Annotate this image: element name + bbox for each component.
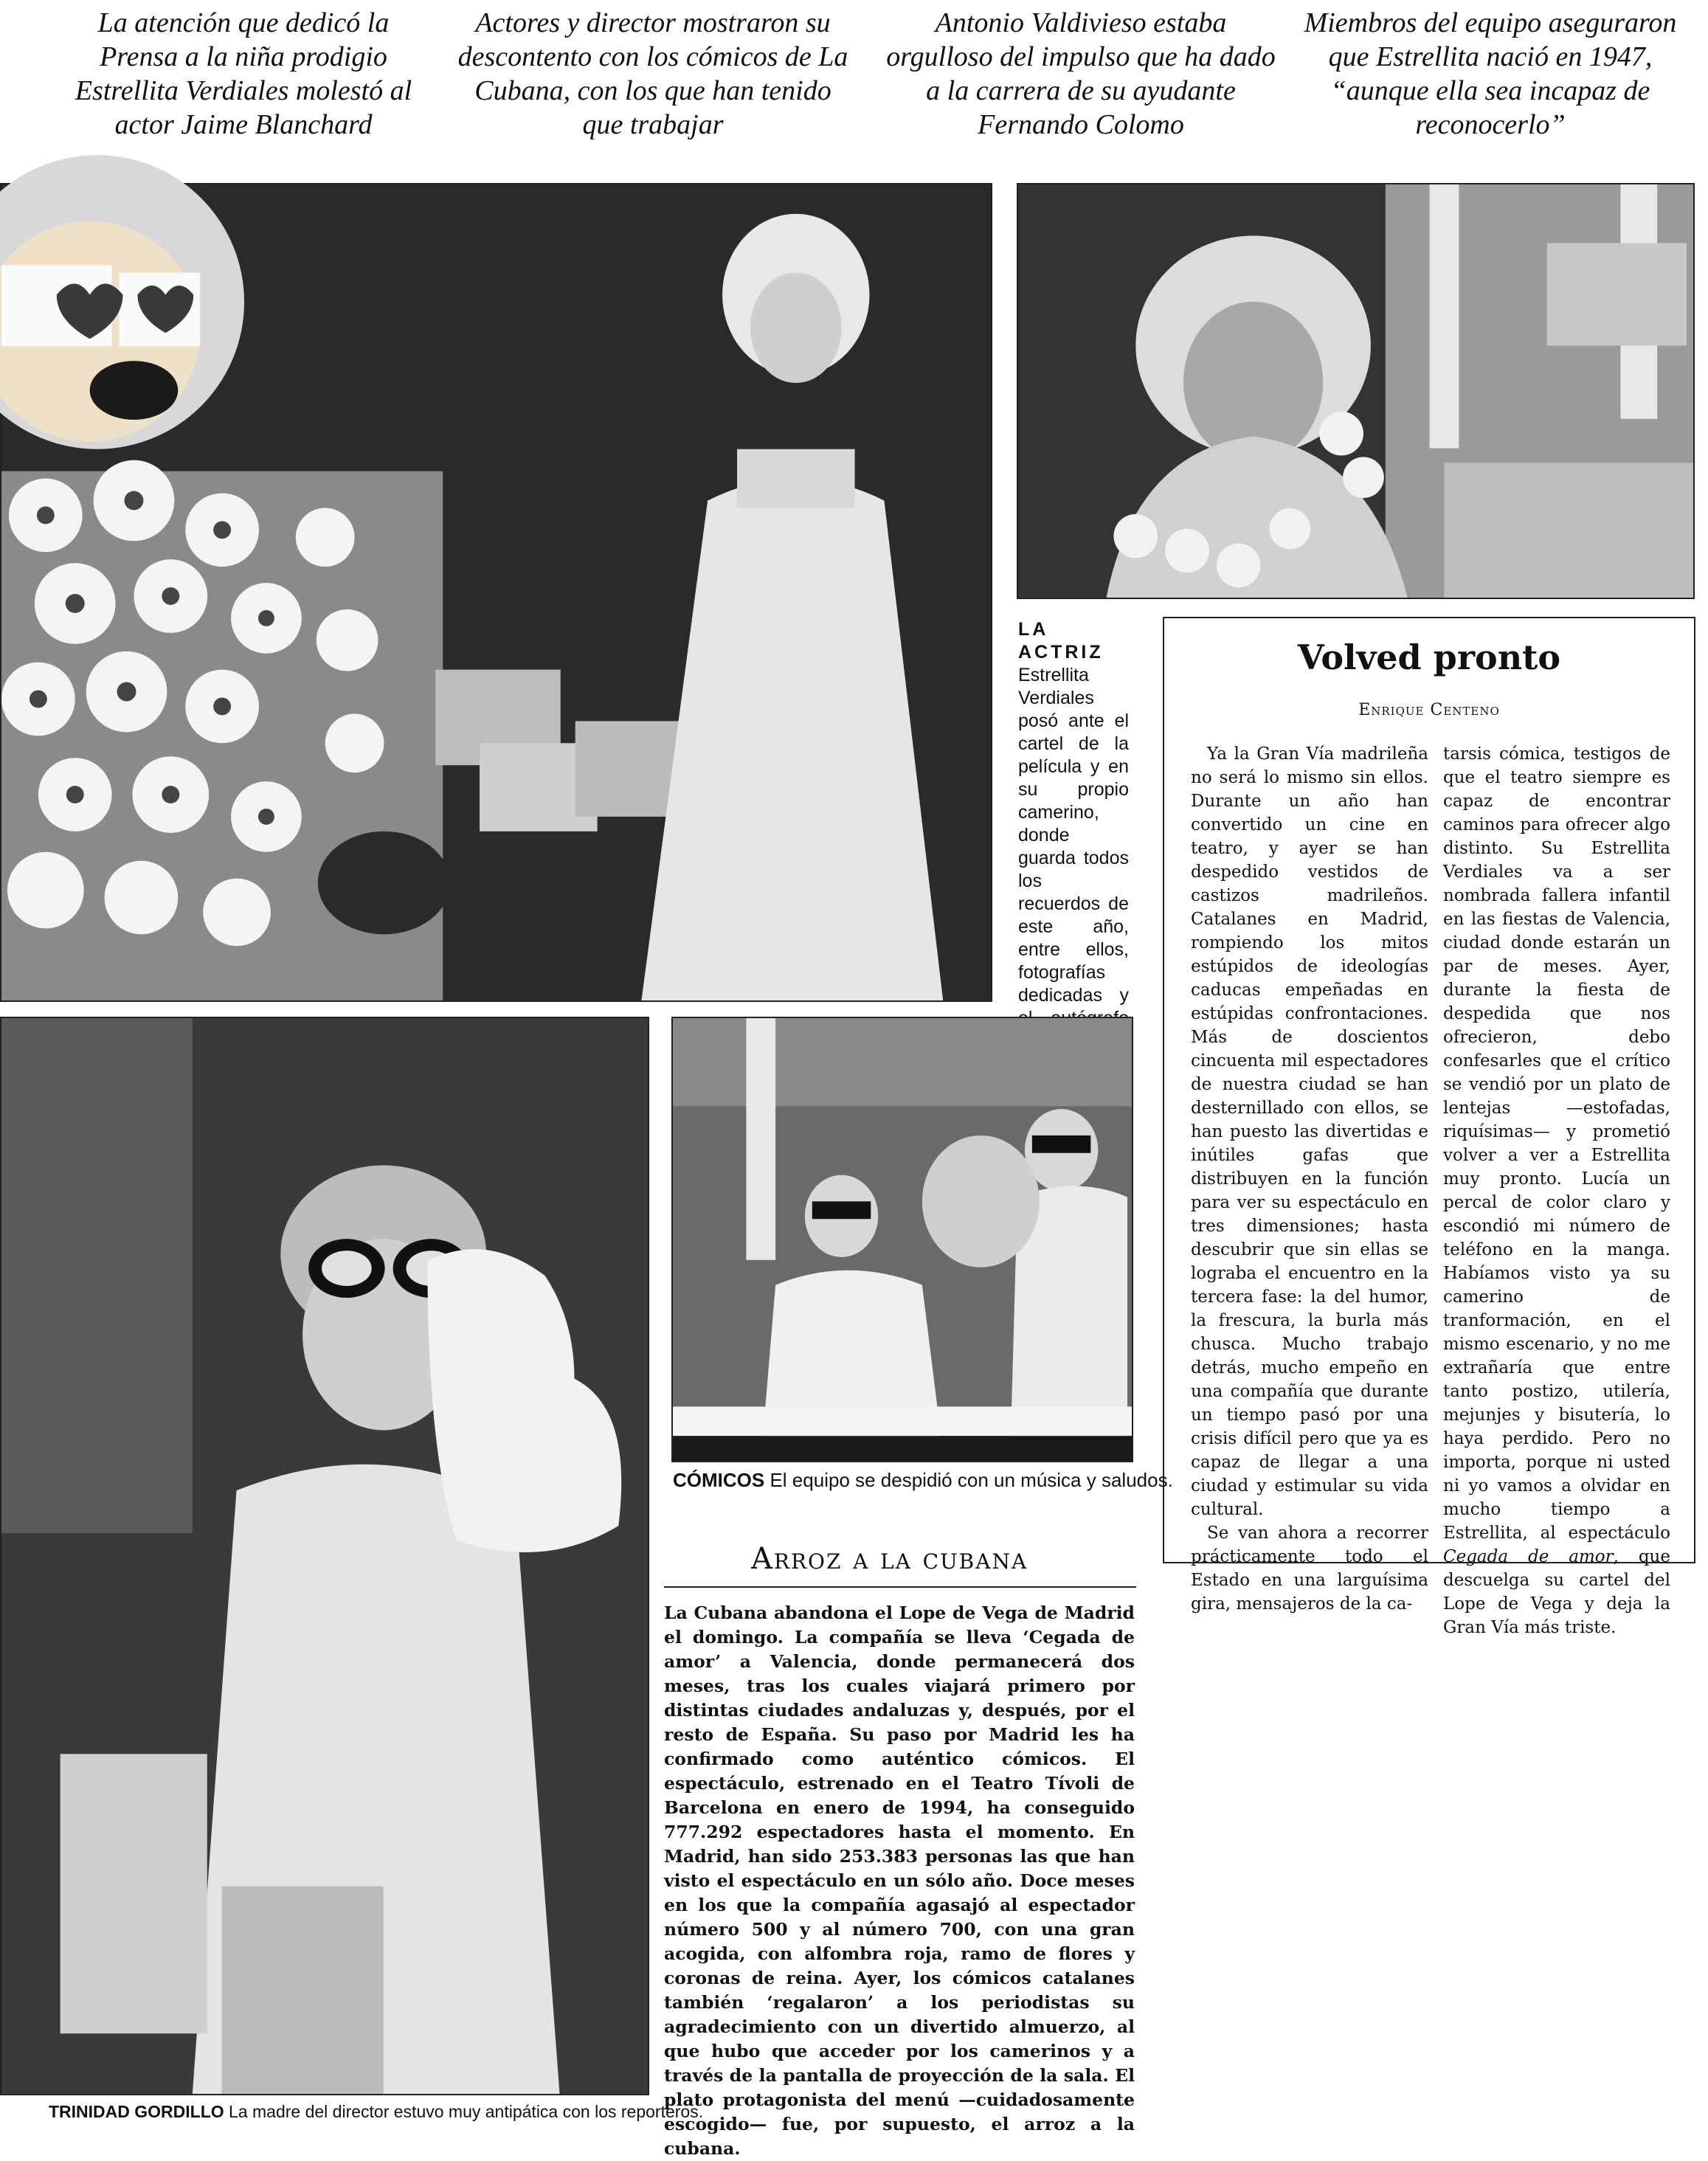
photo-estrellita-poster <box>0 183 992 1002</box>
column-author: Enrique Centeno <box>1358 701 1500 719</box>
quote-2: Actores y director mostraron su descontento con los cómicos de La Cubana, con los que han tenido que trabajar <box>457 7 848 140</box>
photo-trinidad-gordillo <box>0 1017 649 2095</box>
caption-trinidad <box>49 2100 704 2123</box>
column-paragraph-2-tail: tarsis cómica, testigos de que el teatro siempre es capaz de encontrar caminos para ofrecer algo distinto. Su Estrellita Verdiales va a ser nombrada fallera infantil en las fiestas de Valencia, ciudad donde estarán un par de meses. Ayer, durante la fiesta de despedida que nos ofrecieron, debo confesarles que el crítico se vendió por un plato de lentejas —estofadas, riquísimas— y prometió volver a ver a Estrellita muy pronto. Lucía un percal de color claro y escondió mi número de teléfono en la manga. Habíamos visto ya su camerino de tranformación, en el mismo escenario, y no me extrañaría que entre tanto postizo, utilería, mejunjes y bisutería, lo haya perdido. Pero no importa, porque ni usted ni yo vamos a olvidar en mucho tiempo a Estrellita, al espectáculo <box>1443 744 1670 1543</box>
column-paragraph-2-cont <box>1443 742 1670 1639</box>
photo-camerino <box>1017 183 1695 599</box>
column-title: Volved pronto <box>1297 637 1561 677</box>
column-show-title: Cegada de amor <box>1443 1547 1614 1566</box>
column-paragraph-2-end: , que descuelga su cartel del Lope de Vega y deja la Gran Vía más triste. <box>1443 1547 1670 1637</box>
photo-estrellita-poster-image <box>1 184 991 1000</box>
caption-actriz <box>1018 618 1129 1076</box>
caption-comicos-lead: CÓMICOS <box>673 1469 765 1491</box>
caption-comicos-text: El equipo se despidió con un música y saludos. <box>770 1469 1173 1491</box>
arroz-rule <box>664 1586 1136 1588</box>
photo-comicos <box>671 1017 1133 1462</box>
arroz-body: La Cubana abandona el Lope de Vega de Madrid el domingo. La compañía se lleva ‘Cegada de amor’ a Valencia, donde permanecerá dos meses, tras los cuales viajará primero por distintas ciudades andaluzas y, después, por el resto de España. Su paso por Madrid les ha confirmado como auténtico cómicos. El espectáculo, estrenado en el Teatro Tívoli de Barcelona en enero de 1994, ha conseguido 777.292 espectadores hasta el momento. En Madrid, han sido 253.383 personas las que han visto el espectáculo en un sólo año. Doce meses en los que la compañía agasajó al espectador número 500 y al número 700, con una gran acogida, con alfombra roja, ramo de flores y coronas de reina. Ayer, los cómicos catalanes también ‘regalaron’ a los periodistas su agradecimiento con un divertido almuerzo, al que hubo que acceder por los camerinos y a través de la pantalla de proyección de la sala. El plato protagonista del menú —cuidadosamente escogido— fue, por supuesto, el arroz a la cubana. <box>664 1602 1135 2159</box>
photo-camerino-image <box>1018 184 1693 598</box>
column-paragraph-2-lead: Se van ahora a recorrer prácticamente todo el Estado en una larguísima gira, mensajeros de la ca- <box>1191 1524 1428 1614</box>
caption-trinidad-text: La madre del director estuvo muy antipática con los reporteros. <box>229 2102 704 2121</box>
column-text-1 <box>1191 742 1428 1616</box>
caption-trinidad-lead: TRINIDAD GORDILLO <box>49 2102 224 2121</box>
arroz-title: Arroz a la cubana <box>751 1542 1028 1576</box>
caption-comicos <box>673 1468 1173 1492</box>
quote-4: Miembros del equipo aseguraron que Estrellita nació en 1947, “aunque ella sea incapaz de reconocerlo” <box>1304 7 1677 140</box>
column-text-2 <box>1443 742 1670 1637</box>
column-box <box>1163 617 1695 1637</box>
photo-comicos-image <box>673 1018 1132 1461</box>
caption-actriz-text: Estrellita Verdiales posó ante el cartel de la película y en su propio camerino, donde guarda todos los recuerdos de este año, entre ellos, fotografías dedicadas y <box>1018 665 1129 1006</box>
quote-1: La atención que dedicó la Prensa a la niña prodigio Estrellita Verdiales molestó al actor Jaime Blanchard <box>75 7 412 140</box>
column-paragraph-1: Ya la Gran Vía madrileña no será lo mismo sin ellos. Durante un año han convertido un cine en teatro, y ayer se han despedido vestidos de castizos madrileños. Catalanes en Madrid, rompiendo los mitos estúpidos de ideologías caducas empeñadas en estúpidas confrontaciones. Más de doscientos cincuenta mil espectadores de nuestra ciudad se han desternillado con ellos, se han puesto las divertidas e inútiles gafas que distribuyen en la función para ver su espectáculo en tres dimensiones; hasta descubrir que sin ellas se lograba el encuentro en la tercera fase: la del humor, la frescura, la burla más chusca. Mucho trabajo detrás, mucho empeño en una compañía que durante un tiempo pasó por una crisis difícil pero que ya es capaz de llegar a una ciudad y estimular su vida cultural. <box>1191 744 1428 1519</box>
photo-trinidad-gordillo-image <box>1 1018 648 2094</box>
caption-actriz-lead: LA ACTRIZ <box>1018 619 1104 663</box>
quote-3: Antonio Valdivieso estaba orgulloso del impulso que ha dado a la carrera de su ayudante Fernando Colomo <box>886 7 1276 140</box>
column-paragraph-2-start <box>1191 1521 1428 1616</box>
